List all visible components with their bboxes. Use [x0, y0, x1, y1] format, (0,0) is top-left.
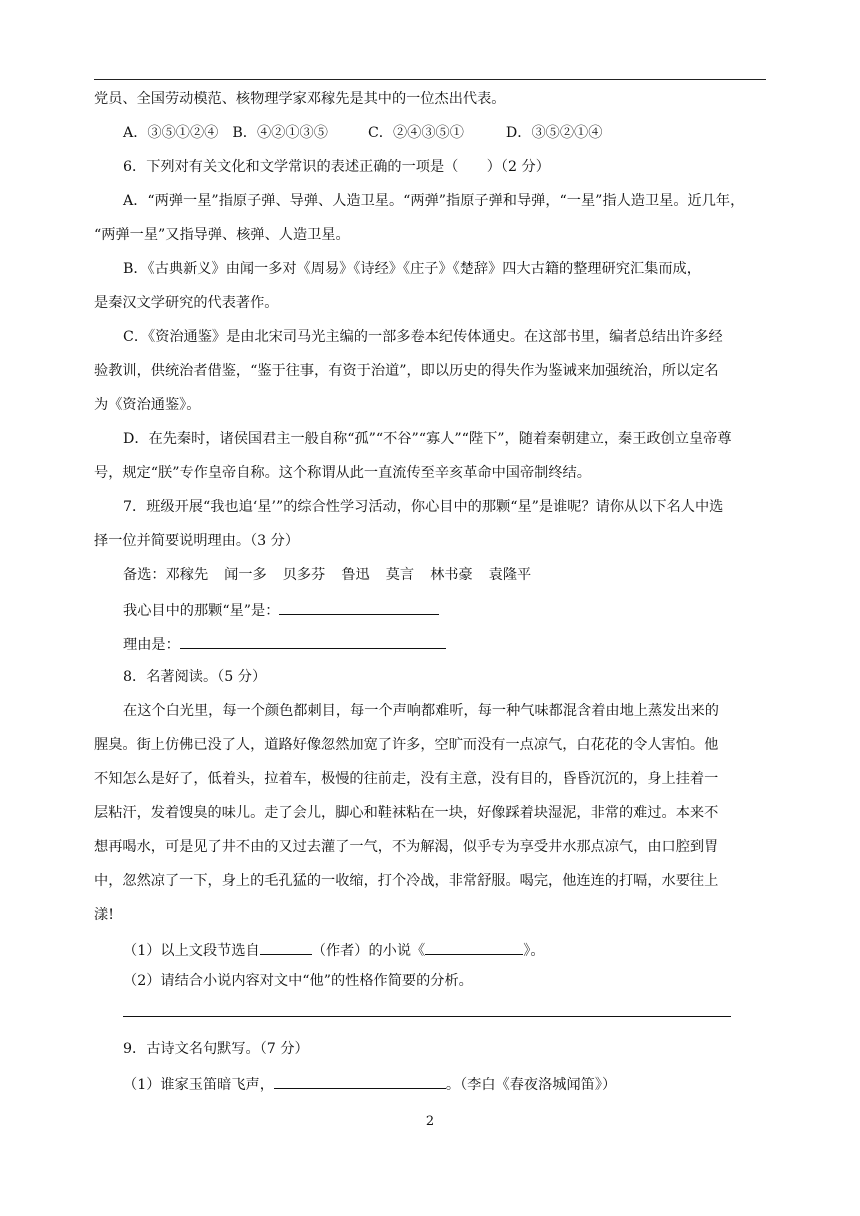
- q7-star-blank[interactable]: [279, 599, 439, 615]
- q6-stem: 6．下列对有关文化和文学常识的表述正确的一项是（ ）（2 分）: [123, 159, 550, 175]
- candidate: 林书豪: [430, 567, 473, 583]
- q7-star-row: [123, 599, 439, 621]
- q8-answer-line[interactable]: [123, 1016, 731, 1017]
- q7-stem-cont: 择一位并简要说明理由。（3 分）: [94, 533, 300, 549]
- q5-option-d[interactable]: D．③⑤②①④: [505, 125, 603, 141]
- q7-reason-row: [123, 633, 446, 655]
- text-line: 党员、全国劳动模范、核物理学家邓稼先是其中的一位杰出代表。: [94, 91, 506, 107]
- header-rule: [94, 79, 766, 80]
- q8-sub1-text: （1）以上文段节选自: [123, 943, 260, 959]
- q6-option-c[interactable]: C．《资治通鉴》是由北宋司马光主编的一部多卷本纪传体通史。在这部书里，编者总结出许多经: [123, 329, 723, 345]
- passage-line: 层粘汗，发着馊臭的味儿。走了会儿，脚心和鞋袜粘在一块，好像踩着块湿泥，非常的难过。本来不: [94, 805, 719, 821]
- q7-candidates: [123, 565, 531, 585]
- q5-options: [123, 123, 602, 143]
- q7-candidates-label: 备选：: [123, 567, 166, 583]
- q5-option-a[interactable]: A．③⑤①②④: [123, 125, 219, 141]
- passage-line: 在这个白光里，每一个颜色都刺目，每一个声响都难听，每一种气味都混含着由地上蒸发出来的: [123, 703, 719, 719]
- q6-option-a[interactable]: A．“两弹一星”指原子弹、导弹、人造卫星。“两弹”指原子弹和导弹，“一星”指人造卫星。近几年，: [123, 193, 745, 209]
- q8-sub2: （2）请结合小说内容对文中“他”的性格作简要的分析。: [123, 973, 473, 989]
- q9-sub1: [123, 1073, 616, 1095]
- passage-line: 想再喝水，可是见了井不由的又过去灌了一气，不为解渴，似乎专为享受井水那点凉气，由口腔到胃: [94, 839, 719, 855]
- q8-sub1-text: （作者）的小说《: [311, 943, 426, 959]
- q6-option-a-cont: “两弹一星”又指导弹、核弹、人造卫星。: [94, 227, 350, 243]
- q7-stem: 7．班级开展“我也追‘星’”的综合性学习活动，你心目中的那颗“星”是谁呢？请你从以下名人中选: [123, 499, 724, 515]
- q6-option-d[interactable]: D．在先秦时，诸侯国君主一般自称“孤”“不谷”“寡人”“陛下”，随着秦朝建立，秦王政创立皇帝尊: [123, 431, 732, 447]
- q7-reason-label: 理由是：: [123, 637, 180, 653]
- candidate: 莫言: [385, 567, 415, 583]
- candidate: 袁隆平: [488, 567, 532, 583]
- candidate: 鲁迅: [341, 567, 370, 583]
- novel-title-blank[interactable]: [425, 939, 523, 955]
- q8-title: 8．名著阅读。（5 分）: [123, 669, 267, 685]
- q7-star-label: 我心目中的那颗“星”是：: [123, 603, 280, 619]
- poem-blank[interactable]: [274, 1073, 446, 1089]
- q6-option-d-cont: 号，规定“朕”专作皇帝自称。这个称谓从此一直流传至辛亥革命中国帝制终结。: [94, 465, 591, 481]
- q6-option-b-cont: 是秦汉文学研究的代表著作。: [94, 295, 279, 311]
- page-number: 2: [425, 1114, 435, 1129]
- candidate: 贝多芬: [282, 567, 326, 583]
- passage-line: 不知怎么是好了，低着头，拉着车，极慢的往前走，没有主意，没有目的，昏昏沉沉的，身上挂着一: [94, 771, 719, 787]
- q9-sub1-text: 。（李白《春夜洛城闻笛》）: [445, 1077, 617, 1093]
- candidate: 邓稼先: [165, 567, 209, 583]
- passage-line: 漾!: [94, 907, 114, 923]
- q9-title: 9．古诗文名句默写。（7 分）: [123, 1041, 309, 1057]
- passage-line: 中，忽然凉了一下，身上的毛孔猛的一收缩，打个冷战，非常舒服。喝完，他连连的打嗝，水要往上: [94, 873, 719, 889]
- q8-sub1: [123, 939, 545, 961]
- q7-reason-blank[interactable]: [180, 633, 446, 649]
- q9-sub1-text: （1）谁家玉笛暗飞声，: [123, 1077, 274, 1093]
- q5-option-c[interactable]: C．②④③⑤①: [367, 125, 464, 141]
- author-blank[interactable]: [260, 939, 312, 955]
- q6-option-b[interactable]: B．《古典新义》由闻一多对《周易》《诗经》《庄子》《楚辞》四大古籍的整理研究汇集而成，: [123, 261, 701, 277]
- q6-option-c-cont: 验教训，供统治者借鉴，“鉴于往事，有资于治道”，即以历史的得失作为鉴诫来加强统治，所以定名: [94, 363, 719, 379]
- q6-option-c-cont: 为《资治通鉴》。: [94, 397, 201, 413]
- passage-line: 腥臭。街上仿佛已没了人，道路好像忽然加宽了许多，空旷而没有一点凉气，白花花的令人害怕。他: [94, 737, 719, 753]
- q5-option-b[interactable]: B．④②①③⑤: [232, 125, 328, 141]
- candidate: 闻一多: [224, 567, 267, 583]
- q8-sub1-text: 》。: [523, 943, 545, 959]
